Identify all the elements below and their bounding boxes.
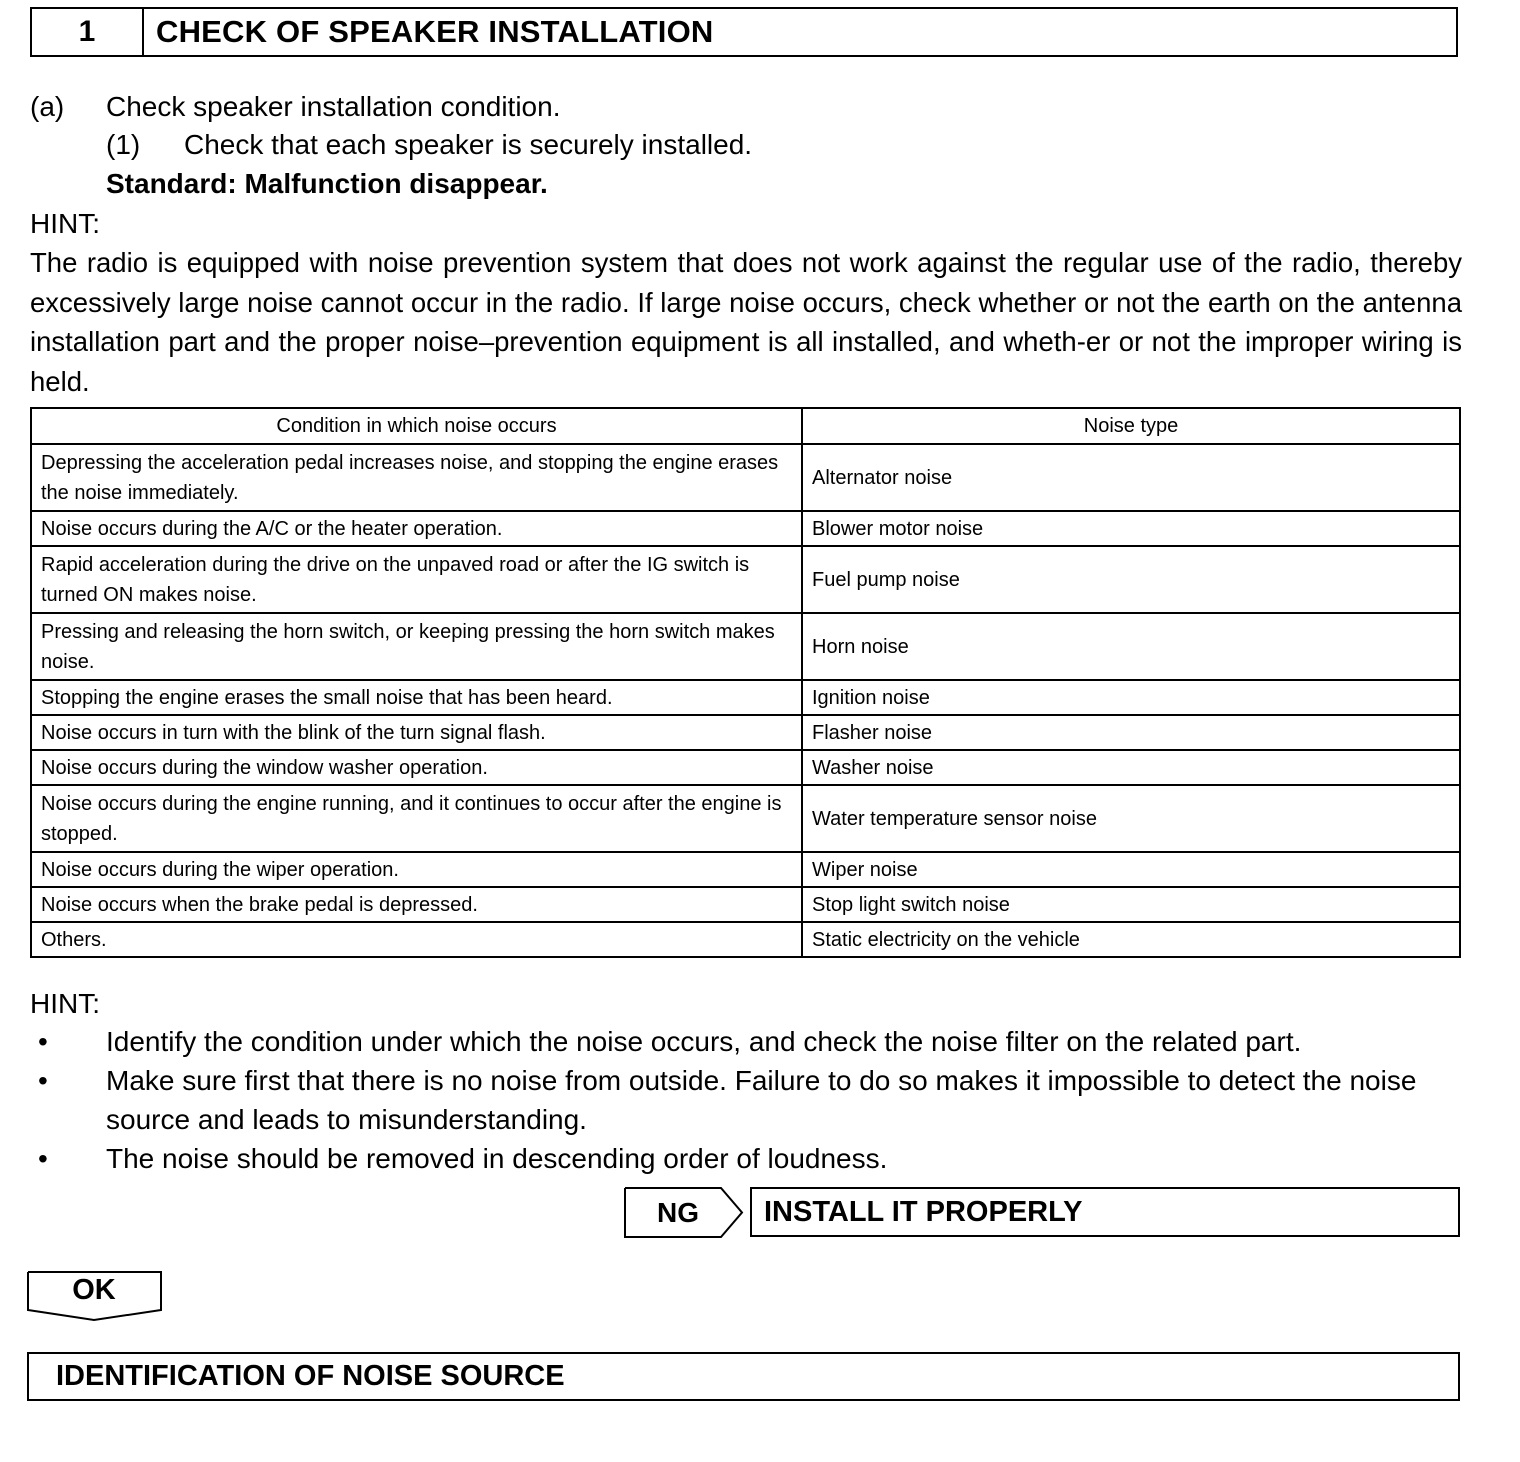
header-noise-type: Noise type — [802, 408, 1460, 444]
noise-type-cell: Wiper noise — [802, 852, 1460, 887]
noise-type-cell: Stop light switch noise — [802, 887, 1460, 922]
hint-label: HINT: — [30, 208, 100, 239]
condition-cell: Rapid acceleration during the drive on the unpaved road or after the IG switch is turned ON makes noise. — [31, 546, 802, 613]
instruction-sub1-text: Check that each speaker is securely installed. — [184, 129, 753, 160]
condition-cell: Noise occurs in turn with the blink of the turn signal flash. — [31, 715, 802, 750]
condition-cell: Noise occurs during the A/C or the heater operation. — [31, 511, 802, 546]
table-row — [31, 785, 1460, 852]
instruction-a-text: Check speaker installation condition. — [106, 91, 561, 122]
hint-paragraph: The radio is equipped with noise prevention system that does not work against the regular use of the radio, thereby excessively large noise cannot occur in the radio. If large noise occurs, check whether or not the earth on the antenna installation part and the proper noise–prevention equipment is all installed, and wheth-er or not the improper wiring is held. — [30, 247, 1462, 397]
next-step-box[interactable]: IDENTIFICATION OF NOISE SOURCE — [27, 1352, 1460, 1401]
table-row — [31, 887, 1460, 922]
instruction-a — [30, 87, 64, 126]
instruction-a-label: (a) — [30, 91, 65, 122]
condition-cell: Others. — [31, 922, 802, 957]
noise-type-cell: Ignition noise — [802, 680, 1460, 715]
ng-result-tag[interactable] — [624, 1187, 744, 1238]
noise-type-cell: Blower motor noise — [802, 511, 1460, 546]
table-row — [31, 852, 1460, 887]
standard-text: Standard: Malfunction disappear. — [106, 168, 548, 199]
noise-table — [30, 407, 1461, 958]
table-row — [31, 444, 1460, 511]
noise-type-cell: Horn noise — [802, 613, 1460, 680]
hint-bullet-item — [30, 1139, 1470, 1178]
condition-cell: Noise occurs during the engine running, and it continues to occur after the engine is stopped. — [31, 785, 802, 852]
condition-cell: Noise occurs during the wiper operation. — [31, 852, 802, 887]
ng-action-box[interactable]: INSTALL IT PROPERLY — [750, 1187, 1460, 1237]
table-row — [31, 715, 1460, 750]
noise-type-cell: Washer noise — [802, 750, 1460, 785]
hint-bullet-text: The noise should be removed in descending order of loudness. — [106, 1143, 888, 1174]
instruction-sub1-label: (1) — [106, 129, 141, 160]
step-title: CHECK OF SPEAKER INSTALLATION — [156, 14, 714, 49]
ng-label: NG — [657, 1196, 699, 1228]
noise-type-cell: Fuel pump noise — [802, 546, 1460, 613]
step-header — [30, 7, 1458, 57]
header-condition: Condition in which noise occurs — [31, 408, 802, 444]
bullet-icon: • — [38, 1026, 48, 1057]
condition-cell: Noise occurs during the window washer operation. — [31, 750, 802, 785]
table-row — [31, 922, 1460, 957]
table-header-row — [31, 408, 1460, 444]
table-row — [31, 511, 1460, 546]
noise-type-cell: Water temperature sensor noise — [802, 785, 1460, 852]
bullet-icon: • — [38, 1143, 48, 1174]
ok-label: OK — [72, 1274, 116, 1306]
hint-bullet-text: Make sure first that there is no noise from outside. Failure to do so makes it impossible to detect the noise source and leads to misunderstanding. — [106, 1065, 1417, 1135]
hint-bullet-list — [30, 1022, 1470, 1178]
bullet-icon: • — [38, 1065, 48, 1096]
noise-type-cell: Static electricity on the vehicle — [802, 922, 1460, 957]
table-row — [31, 750, 1460, 785]
condition-cell: Depressing the acceleration pedal increases noise, and stopping the engine erases the noise immediately. — [31, 444, 802, 511]
step-number: 1 — [32, 9, 144, 55]
hint-bullet-item — [30, 1061, 1470, 1139]
condition-cell: Stopping the engine erases the small noise that has been heard. — [31, 680, 802, 715]
noise-type-cell: Alternator noise — [802, 444, 1460, 511]
hint-bullet-text: Identify the condition under which the noise occurs, and check the noise filter on the related part. — [106, 1026, 1302, 1057]
table-row — [31, 546, 1460, 613]
table-row — [31, 680, 1460, 715]
ok-result-tag[interactable] — [26, 1270, 164, 1322]
condition-cell: Noise occurs when the brake pedal is depressed. — [31, 887, 802, 922]
condition-cell: Pressing and releasing the horn switch, or keeping pressing the horn switch makes noise. — [31, 613, 802, 680]
hint-label-2: HINT: — [30, 988, 100, 1019]
noise-type-cell: Flasher noise — [802, 715, 1460, 750]
hint-bullet-item — [30, 1022, 1470, 1061]
table-row — [31, 613, 1460, 680]
